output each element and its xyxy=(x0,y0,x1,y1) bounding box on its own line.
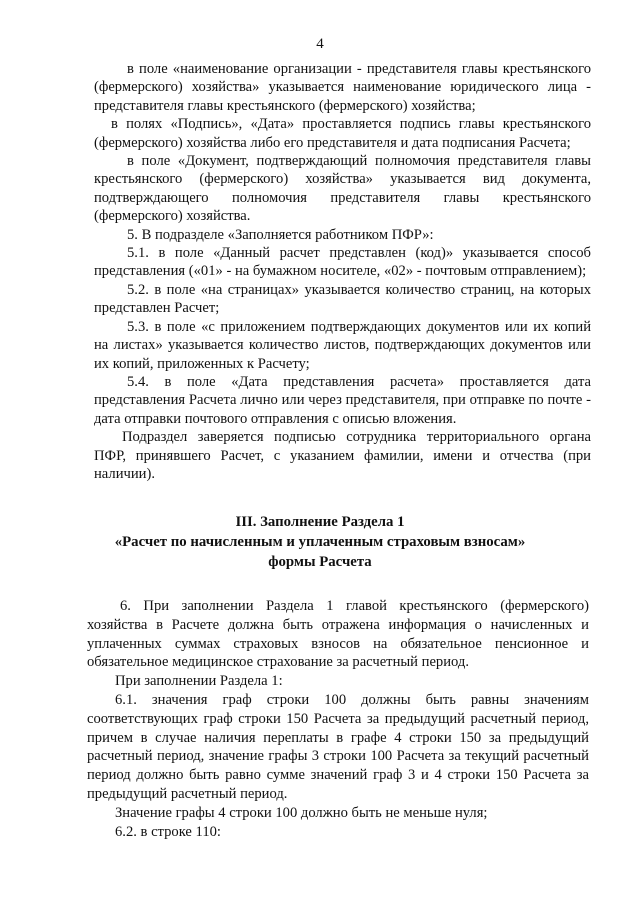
paragraph-section1-intro: При заполнении Раздела 1: xyxy=(115,673,283,690)
paragraph-signature-date-fields: в полях «Подпись», «Дата» проставляется подпись главы крестьянского (фермерского) хозяйства либо его представителя и дата подписания Расчета; xyxy=(94,116,591,151)
paragraph-org-name-field: в поле «наименование организации - представителя главы крестьянского (фермерского) хозяйства» указывается наименование юридического лица - представителя главы крестьянского (фермерского) хозяйства; xyxy=(94,61,591,114)
paragraph-6-2: 6.2. в строке 110: xyxy=(115,823,221,840)
paragraph-6: 6. При заполнении Раздела 1 главой крестьянского (фермерского) хозяйства в Расчете должна быть отражена информация о начисленных и уплаченных суммах страховых взносов на обязательное пенсионное и обязательное медицинское страхование за расчетный период. xyxy=(87,598,589,671)
paragraph-5-1: 5.1. в поле «Данный расчет представлен (код)» указывается способ представления («01» - на бумажном носителе, «02» - почтовым отправлением); xyxy=(94,245,591,280)
section-heading-line-1: III. Заполнение Раздела 1 xyxy=(235,514,405,530)
paragraph-certification: Подраздел заверяется подписью сотрудника территориального органа ПФР, принявшего Расчет, с указанием фамилии, имени и отчества (при наличии). xyxy=(94,429,591,482)
paragraph-6-1: 6.1. значения граф строки 100 должны быть равны значениям соответствующих граф строки 150 Расчета за предыдущий расчетный период, причем в случае наличия переплаты в графе 4 строки 150 за предыдущий расчетный период, значение графы 3 строки 100 Расчета за текущий расчетный период должно быть равно сумме значений граф 3 и 4 строки 150 Расчета за предыдущий расчетный период. xyxy=(87,691,589,802)
body-text-bottom xyxy=(87,597,589,841)
paragraph-column4-line100: Значение графы 4 строки 100 должно быть не меньше нуля; xyxy=(115,804,488,821)
paragraph-pfr-subsection: 5. В подразделе «Заполняется работником ПФР»: xyxy=(127,226,434,243)
paragraph-5-4: 5.4. в поле «Дата представления расчета» проставляется дата представления Расчета лично или через представителя, при отправке по почте - дата отправки почтового отправления с описью вложения. xyxy=(94,373,591,427)
section-heading-line-3: формы Расчета xyxy=(268,554,372,570)
body-text-top xyxy=(94,60,591,483)
page-number: 4 xyxy=(316,36,324,52)
section-heading-line-2: «Расчет по начисленным и уплаченным страховым взносам» xyxy=(114,534,526,550)
paragraph-5-2: 5.2. в поле «на страницах» указывается количество страниц, на которых представлен Расчет; xyxy=(94,281,591,317)
paragraph-authority-document-field: в поле «Документ, подтверждающий полномочия представителя главы крестьянского (фермерского) хозяйства» указывается вид документа, подтверждающего полномочия представителя главы крестьянского (фермерского) хозяйства. xyxy=(94,153,591,225)
section-heading xyxy=(0,512,640,572)
paragraph-5-3: 5.3. в поле «с приложением подтверждающих документов или их копий на листах» указывается количество листов, подтверждающих документов или их копий, приложенных к Расчету; xyxy=(94,318,591,372)
